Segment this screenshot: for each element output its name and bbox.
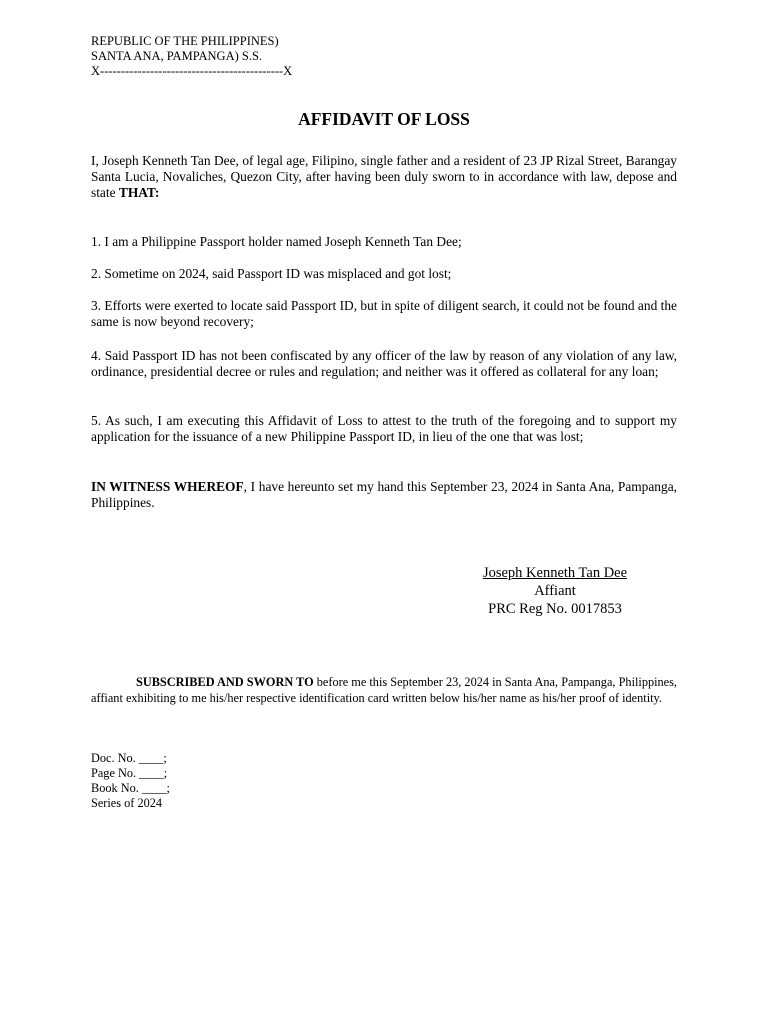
document-title: AFFIDAVIT OF LOSS (298, 109, 470, 129)
witness-bold: IN WITNESS WHEREOF (91, 479, 244, 494)
item-paragraph-4: 4. Said Passport ID has not been confiscated by any officer of the law by reason of any violation of any law, ordinance, presidential decree or rules and regulation; and neither was it offered as collateral for any loan; (91, 348, 677, 379)
affiant-name: Joseph Kenneth Tan Dee (482, 565, 628, 581)
venue-block (91, 34, 292, 79)
intro-paragraph (91, 153, 677, 201)
venue-line-republic: REPUBLIC OF THE PHILIPPINES) (91, 34, 279, 48)
signature-block (455, 564, 655, 618)
jurat-bold: SUBSCRIBED AND SWORN TO (136, 675, 314, 689)
notarial-book-no: Book No. ____; (91, 781, 170, 795)
intro-text: I, Joseph Kenneth Tan Dee, of legal age, Filipino, single father and a resident of 23 JP Rizal Street, Barangay Santa Lucia, Novaliches, Quezon City, after having been duly sworn to in accordance with law, depose and state (91, 153, 677, 200)
witness-text: , I have hereunto set my hand this September 23, 2024 in Santa Ana, Pampanga, Philippines. (91, 479, 677, 510)
venue-line-separator: X--------------------------------------------X (91, 64, 293, 78)
notarial-register-block (91, 751, 170, 811)
jurat-paragraph (91, 674, 677, 706)
notarial-doc-no: Doc. No. ____; (91, 751, 167, 765)
intro-bold: THAT: (118, 185, 160, 200)
notarial-series: Series of 2024 (91, 796, 163, 810)
item-paragraph-1: 1. I am a Philippine Passport holder named Joseph Kenneth Tan Dee; (91, 234, 462, 249)
affiant-registration: PRC Reg No. 0017853 (488, 601, 622, 617)
jurat-text: before me this September 23, 2024 in Santa Ana, Pampanga, Philippines, affiant exhibiting to me his/her respective identification card written below his/her name as his/her proof of identity. (91, 675, 678, 705)
notarial-page-no: Page No. ____; (91, 766, 168, 780)
item-paragraph-2: 2. Sometime on 2024, said Passport ID was misplaced and got lost; (91, 266, 452, 281)
venue-line-province: SANTA ANA, PAMPANGA) S.S. (91, 49, 263, 63)
item-paragraph-3: 3. Efforts were exerted to locate said Passport ID, but in spite of diligent search, it could not be found and the same is now beyond recovery; (91, 298, 677, 329)
item-paragraph-5: 5. As such, I am executing this Affidavit of Loss to attest to the truth of the foregoing and to support my application for the issuance of a new Philippine Passport ID, in lieu of the one that was lost; (91, 413, 677, 444)
affiant-role: Affiant (534, 583, 576, 599)
witness-paragraph (91, 479, 677, 511)
